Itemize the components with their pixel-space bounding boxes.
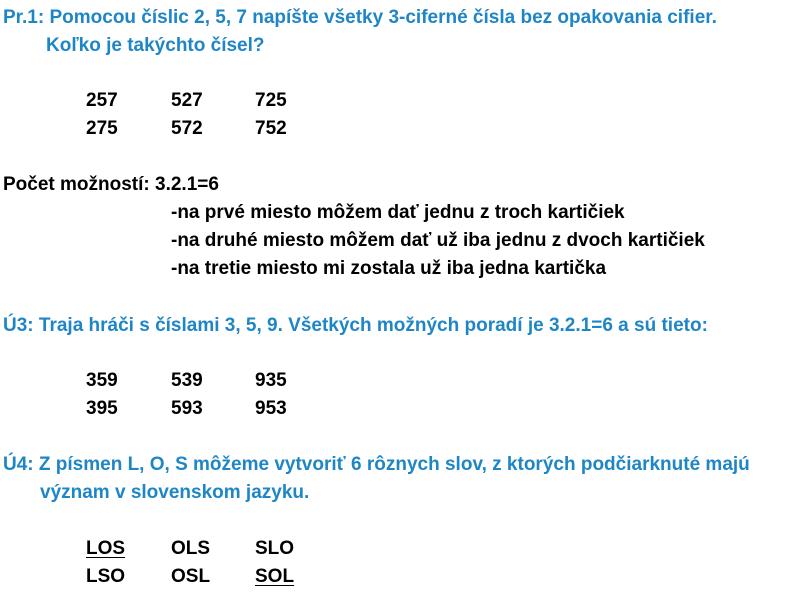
word-cell: OLS (171, 538, 211, 559)
example1-question-line2: Koľko je takýchto čísel? (46, 35, 265, 56)
word-cell: OSL (171, 566, 211, 587)
task4-line2: význam v slovenskom jazyku. (40, 482, 310, 503)
number-cell: 275 (86, 118, 118, 139)
possibilities-note: -na druhé miesto môžem dať už iba jednu z dvoch kartičiek (171, 230, 705, 251)
word-cell: SLO (255, 538, 295, 559)
possibilities-note: -na prvé miesto môžem dať jednu z troch kartičiek (171, 202, 625, 223)
number-cell: 539 (171, 370, 203, 391)
task4-line1: Ú4: Z písmen L, O, S môžeme vytvoriť 6 rôznych slov, z ktorých podčiarknuté majú (3, 454, 750, 475)
possibilities-note: -na tretie miesto mi zostala už iba jedna kartička (171, 258, 607, 279)
number-cell: 953 (255, 398, 287, 419)
number-cell: 593 (171, 398, 203, 419)
word-cell-underlined: LOS (86, 538, 126, 559)
word-cell: LSO (86, 566, 126, 587)
possibilities-title: Počet možností: 3.2.1=6 (3, 174, 219, 195)
number-cell: 257 (86, 90, 118, 111)
number-cell: 572 (171, 118, 203, 139)
number-cell: 935 (255, 370, 287, 391)
number-cell: 527 (171, 90, 203, 111)
example1-question-line1: Pr.1: Pomocou číslic 2, 5, 7 napíšte všetky 3-ciferné čísla bez opakovania cifier. (3, 7, 717, 28)
number-cell: 725 (255, 90, 287, 111)
task3-line: Ú3: Traja hráči s číslami 3, 5, 9. Všetkých možných poradí je 3.2.1=6 a sú tieto: (3, 315, 708, 336)
word-cell-underlined: SOL (255, 566, 295, 587)
number-cell: 752 (255, 118, 287, 139)
number-cell: 359 (86, 370, 118, 391)
number-cell: 395 (86, 398, 118, 419)
